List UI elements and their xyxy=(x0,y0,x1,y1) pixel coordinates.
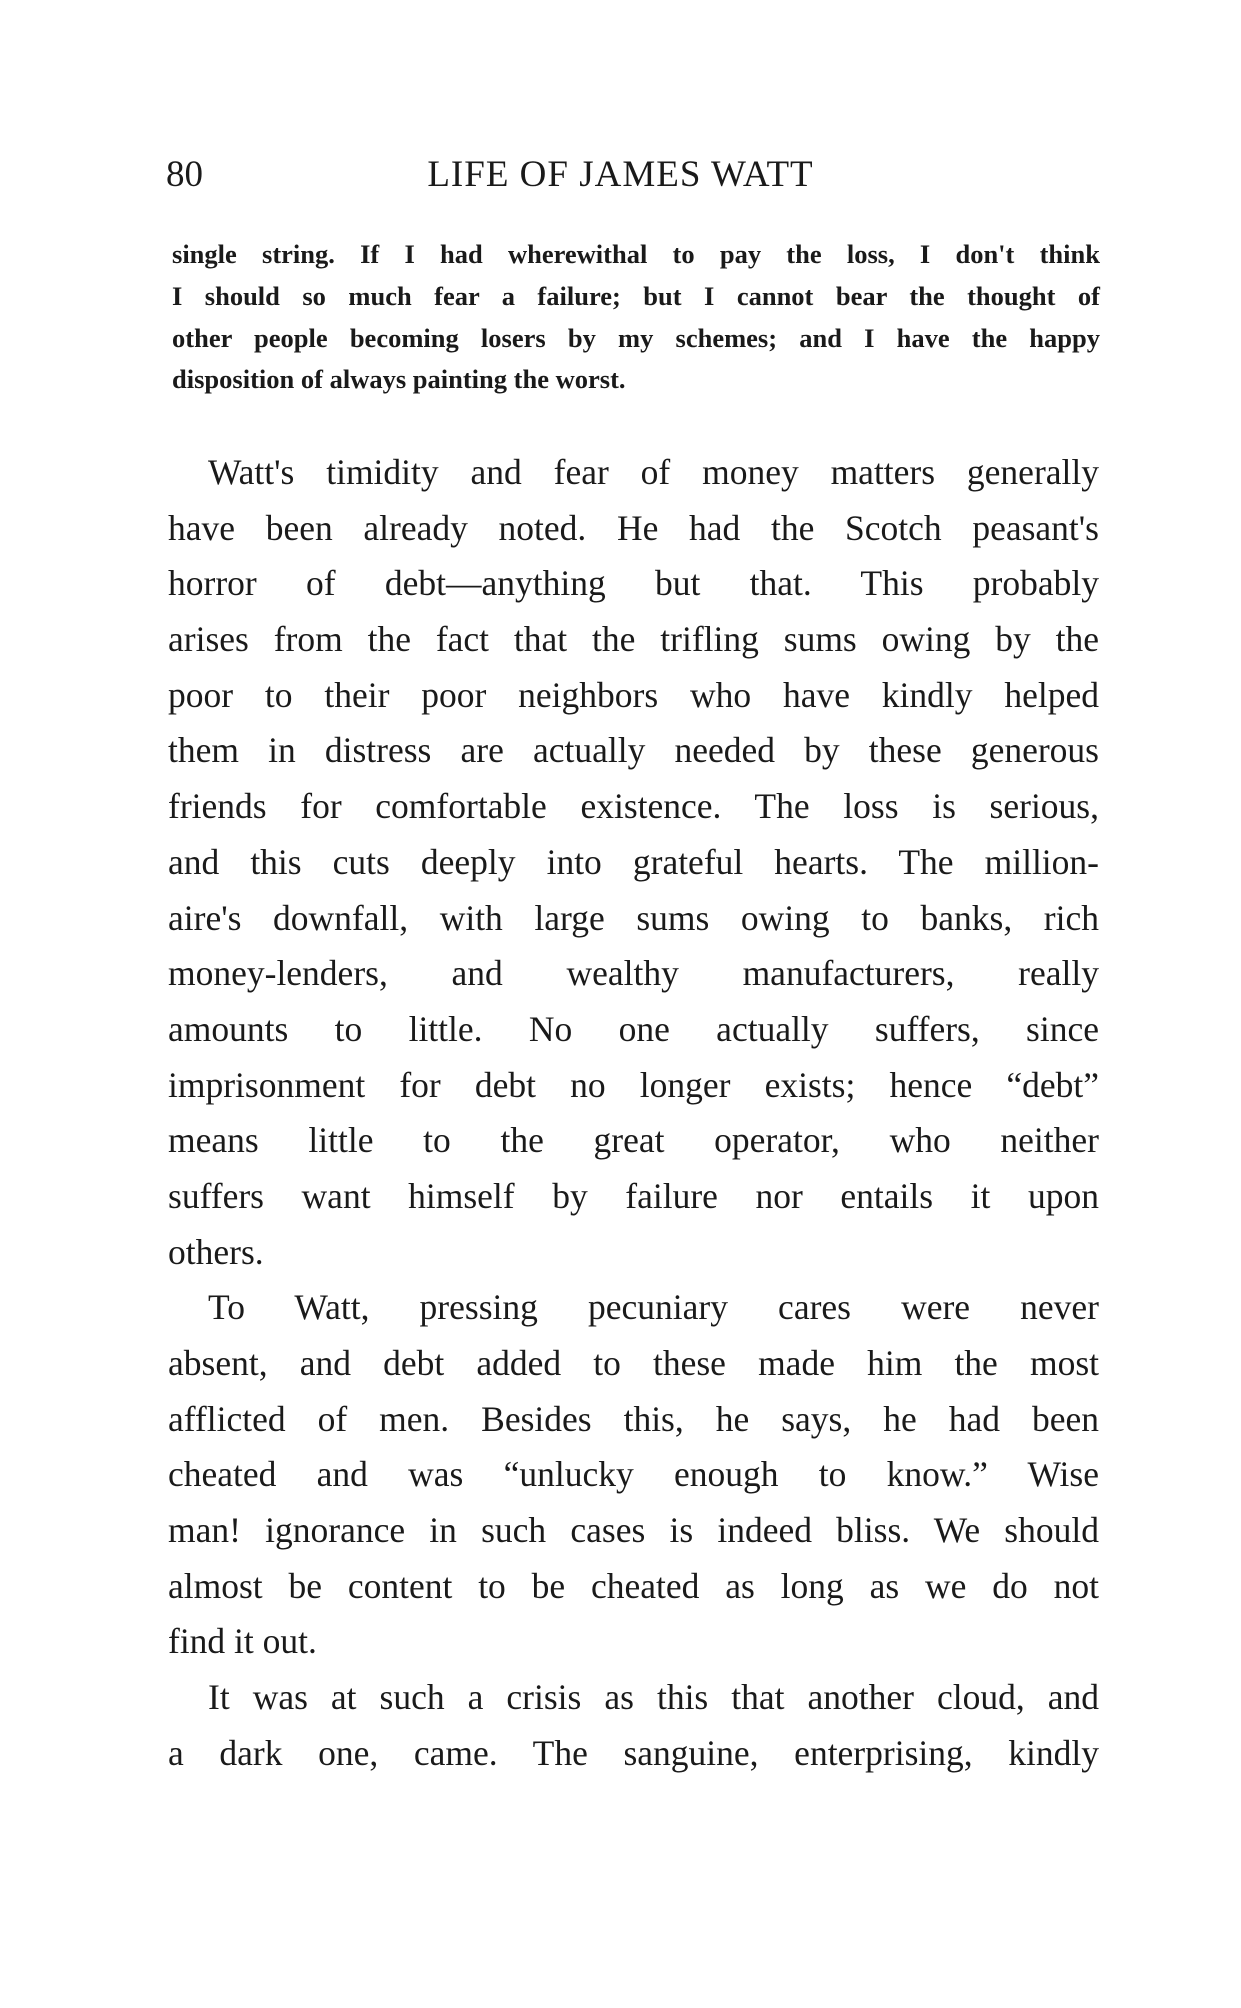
text-line: others. xyxy=(168,1231,264,1272)
text-line: have been already noted. He had the Scotch peasant's xyxy=(168,507,1099,548)
text-line: man! ignorance in such cases is indeed bliss. We should xyxy=(168,1510,1099,1551)
text-line: a dark one, came. The sanguine, enterprising, kindly xyxy=(168,1732,1099,1773)
text-line: amounts to little. No one actually suffers, since xyxy=(168,1008,1099,1049)
text-line: imprisonment for debt no longer exists; hence “debt” xyxy=(168,1064,1099,1105)
text-line: them in distress are actually needed by these generous xyxy=(168,730,1099,771)
running-title: LIFE OF JAMES WATT xyxy=(427,154,814,195)
quoted-letter-excerpt xyxy=(172,234,1100,401)
text-line: and this cuts deeply into grateful hearts. The million- xyxy=(168,841,1099,882)
text-line: means little to the great operator, who neither xyxy=(168,1120,1099,1161)
text-line: absent, and debt added to these made him the most xyxy=(168,1343,1099,1383)
text-line: suffers want himself by failure nor entails it upon xyxy=(168,1175,1099,1216)
body-text xyxy=(168,445,1099,1782)
text-line: find it out. xyxy=(168,1621,317,1662)
quote-line: disposition of always painting the worst. xyxy=(172,364,626,395)
text-line: aire's downfall, with large sums owing to banks, rich xyxy=(168,897,1099,938)
text-line: money-lenders, and wealthy manufacturers, really xyxy=(168,953,1099,994)
paragraph xyxy=(168,445,1099,1280)
text-line: poor to their poor neighbors who have kindly helped xyxy=(168,674,1099,715)
text-line: afflicted of men. Besides this, he says, he had been xyxy=(168,1398,1099,1439)
text-line: It was at such a crisis as this that another cloud, and xyxy=(208,1677,1099,1718)
text-line: arises from the fact that the trifling sums owing by the xyxy=(168,619,1099,660)
text-line: cheated and was “unlucky enough to know.” Wise xyxy=(168,1454,1099,1495)
quote-line: single string. If I had wherewithal to pay the loss, I don't think xyxy=(172,239,1100,269)
text-line: horror of debt—anything but that. This probably xyxy=(168,563,1099,604)
text-line: friends for comfortable existence. The loss is serious, xyxy=(168,786,1099,827)
quote-line: other people becoming losers by my schemes; and I have the happy xyxy=(172,322,1100,353)
paragraph xyxy=(168,1280,1099,1670)
quote-line: I should so much fear a failure; but I cannot bear the thought of xyxy=(172,280,1100,311)
page-number: 80 xyxy=(166,154,203,195)
text-line: almost be content to be cheated as long as we do not xyxy=(168,1565,1099,1606)
paragraph xyxy=(168,1670,1099,1781)
text-line: Watt's timidity and fear of money matters generally xyxy=(208,452,1099,492)
text-line: To Watt, pressing pecuniary cares were never xyxy=(208,1287,1099,1328)
